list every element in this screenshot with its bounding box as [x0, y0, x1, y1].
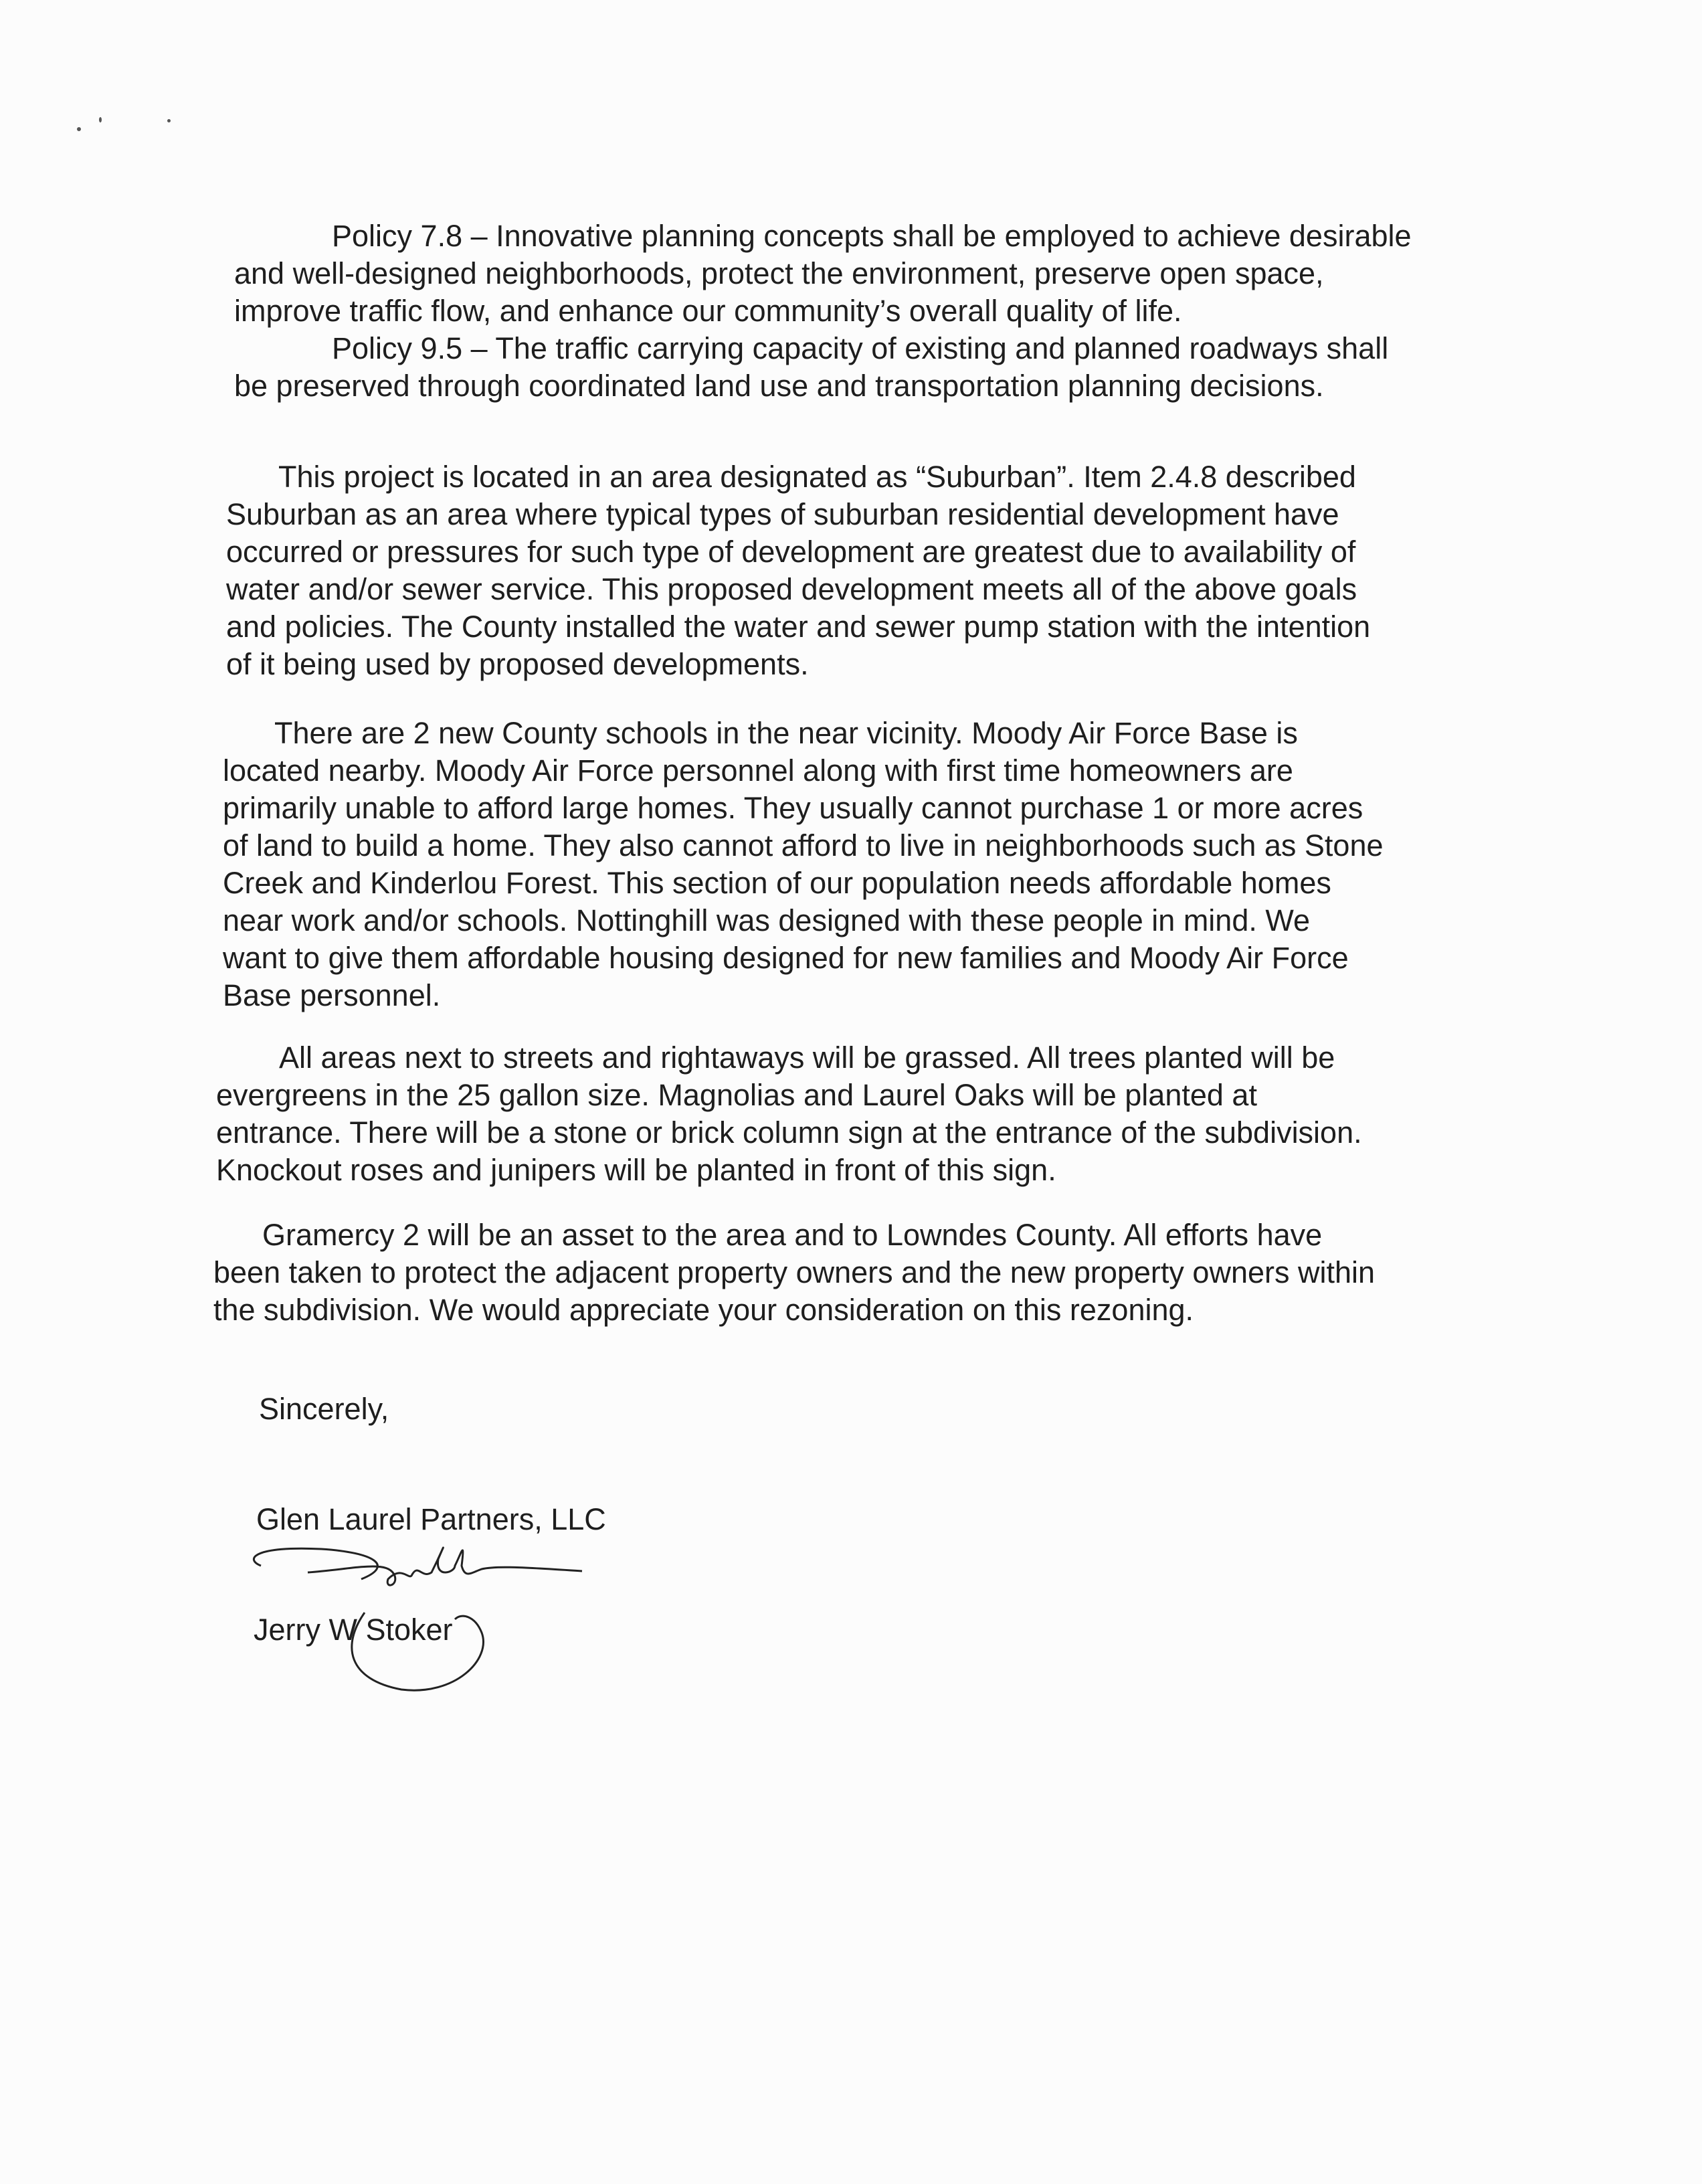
text-line: located nearby. Moody Air Force personnel along with first time homeowners are — [223, 753, 1293, 788]
conclusion-paragraph — [213, 1216, 1375, 1329]
text-line: Policy 7.8 – Innovative planning concepts shall be employed to achieve desirable — [332, 219, 1412, 253]
text-line: Gramercy 2 will be an asset to the area and to Lowndes County. All efforts have — [262, 1218, 1323, 1252]
text-line: occurred or pressures for such type of development are greatest due to availability of — [226, 535, 1356, 569]
text-line: and well-designed neighborhoods, protect the environment, preserve open space, — [234, 256, 1324, 290]
text-line: the subdivision. We would appreciate your consideration on this rezoning. — [213, 1293, 1194, 1327]
signer-name: Jerry W Stoker — [254, 1613, 453, 1647]
text-line: Creek and Kinderlou Forest. This section of our population needs affordable homes — [223, 866, 1331, 900]
text-line: near work and/or schools. Nottinghill was designed with these people in mind. We — [223, 903, 1311, 937]
scan-speck — [99, 117, 102, 122]
text-line: Suburban as an area where typical types of suburban residential development have — [226, 497, 1339, 531]
suburban-paragraph — [226, 458, 1370, 683]
company-name: Glen Laurel Partners, LLC — [256, 1502, 606, 1536]
scan-speck — [77, 127, 81, 131]
text-line: There are 2 new County schools in the near vicinity. Moody Air Force Base is — [274, 716, 1298, 750]
text-line: Base personnel. — [223, 978, 441, 1012]
text-line: of it being used by proposed developments. — [226, 647, 809, 681]
text-line: improve traffic flow, and enhance our community’s overall quality of life. — [234, 294, 1182, 328]
schools-paragraph — [223, 715, 1384, 1014]
text-line: evergreens in the 25 gallon size. Magnolias and Laurel Oaks will be planted at — [216, 1078, 1257, 1112]
text-line: This project is located in an area designated as “Suburban”. Item 2.4.8 described — [278, 460, 1356, 494]
scan-speck — [167, 119, 171, 122]
text-line: All areas next to streets and rightaways will be grassed. All trees planted will be — [279, 1040, 1335, 1075]
text-line: entrance. There will be a stone or brick column sign at the entrance of the subdivision. — [216, 1115, 1362, 1150]
policy-paragraph — [234, 217, 1412, 405]
landscaping-paragraph — [216, 1039, 1362, 1189]
text-line: of land to build a home. They also cannot afford to live in neighborhoods such as Stone — [223, 828, 1384, 862]
text-line: been taken to protect the adjacent property owners and the new property owners within — [213, 1255, 1376, 1289]
handwritten-signature — [241, 1539, 602, 1740]
text-line: want to give them affordable housing designed for new families and Moody Air Force — [223, 941, 1349, 975]
closing: Sincerely, — [259, 1392, 389, 1426]
text-line: Policy 9.5 – The traffic carrying capacity of existing and planned roadways shall — [332, 331, 1389, 365]
text-line: primarily unable to afford large homes. They usually cannot purchase 1 or more acres — [223, 791, 1363, 825]
text-line: water and/or sewer service. This proposed development meets all of the above goals — [226, 572, 1357, 606]
text-line: Knockout roses and junipers will be planted in front of this sign. — [216, 1153, 1056, 1187]
text-line: be preserved through coordinated land use and transportation planning decisions. — [234, 369, 1324, 403]
text-line: and policies. The County installed the water and sewer pump station with the intention — [226, 610, 1371, 644]
